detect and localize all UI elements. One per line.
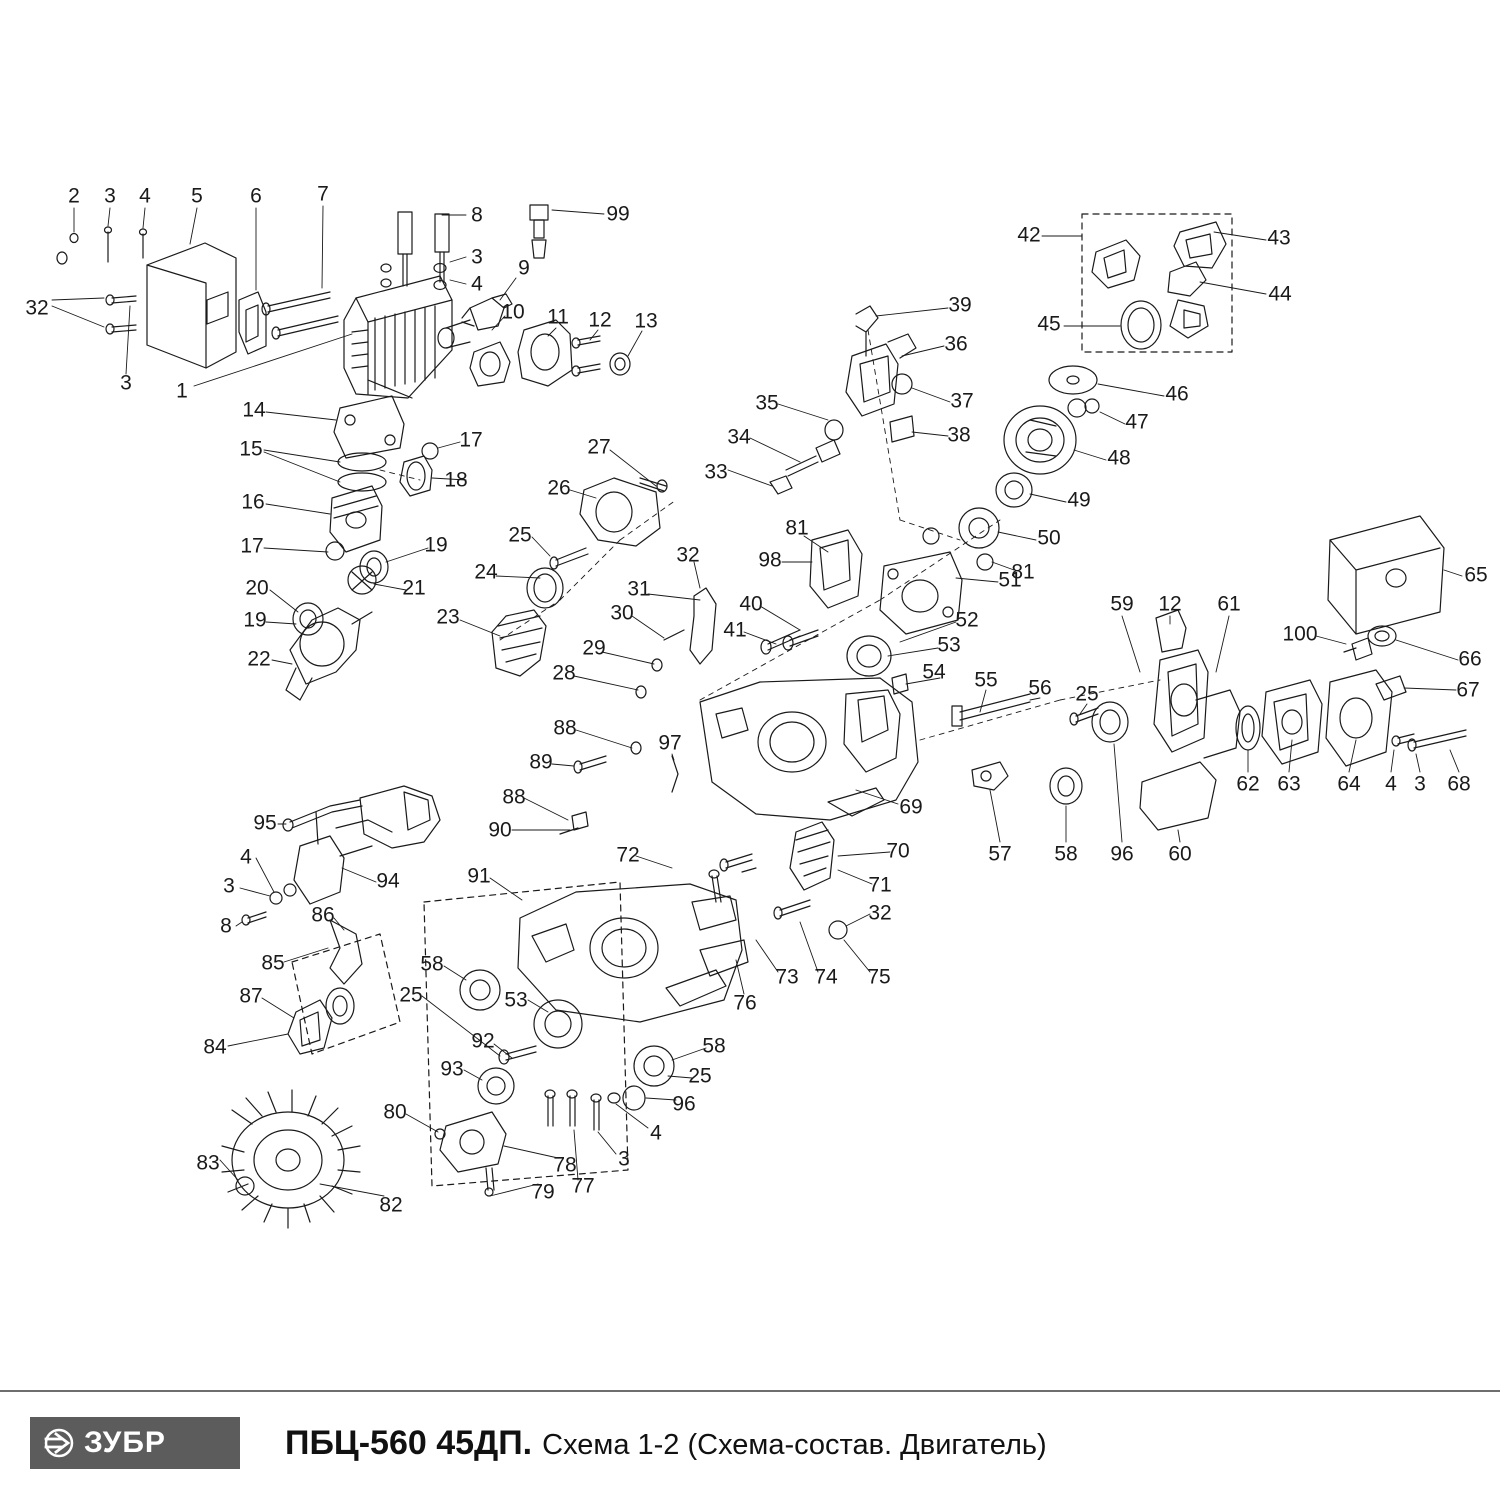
callout-number: 96 — [1110, 842, 1134, 866]
callout-number: 64 — [1337, 772, 1361, 796]
callout-number: 38 — [947, 423, 971, 447]
brand-logo — [30, 1417, 240, 1469]
callout-number: 12 — [1158, 592, 1182, 616]
callout-number: 66 — [1458, 647, 1482, 671]
callout-number: 63 — [1277, 772, 1301, 796]
callout-number: 54 — [922, 660, 946, 684]
callout-number: 28 — [552, 661, 576, 685]
callout-number: 69 — [899, 795, 923, 819]
callout-number: 29 — [582, 636, 606, 660]
callout-number: 81 — [1011, 560, 1035, 584]
callout-number: 68 — [1447, 772, 1471, 796]
callout-number: 31 — [627, 577, 651, 601]
callout-number: 75 — [867, 965, 891, 989]
callout-number: 58 — [1054, 842, 1078, 866]
callout-number: 72 — [616, 843, 640, 867]
callout-number: 81 — [785, 516, 809, 540]
callout-number: 88 — [502, 785, 526, 809]
callout-number: 3 — [471, 245, 483, 269]
callout-number: 3 — [120, 371, 132, 395]
callout-number: 24 — [474, 560, 498, 584]
callout-number: 59 — [1110, 592, 1134, 616]
callout-number: 27 — [587, 435, 611, 459]
callout-number: 78 — [553, 1153, 577, 1177]
callout-number: 7 — [317, 182, 329, 206]
callout-number: 49 — [1067, 488, 1091, 512]
callout-number: 3 — [618, 1147, 630, 1171]
callout-number: 62 — [1236, 772, 1260, 796]
callout-number: 41 — [723, 618, 747, 642]
callout-number: 4 — [240, 845, 252, 869]
callout-number: 94 — [376, 869, 400, 893]
callout-number: 71 — [868, 873, 892, 897]
callout-number: 45 — [1037, 312, 1061, 336]
callout-number: 61 — [1217, 592, 1241, 616]
callout-number: 19 — [243, 608, 267, 632]
callout-number: 44 — [1268, 282, 1292, 306]
callout-number: 51 — [998, 568, 1022, 592]
callout-number: 26 — [547, 476, 571, 500]
callout-number: 76 — [733, 991, 757, 1015]
callout-number: 10 — [501, 300, 525, 324]
callout-number: 92 — [471, 1029, 495, 1053]
callout-number: 74 — [814, 965, 838, 989]
callout-number: 80 — [383, 1100, 407, 1124]
callout-number: 19 — [424, 533, 448, 557]
callout-number: 22 — [247, 647, 271, 671]
callout-number: 99 — [606, 202, 630, 226]
callout-number: 100 — [1282, 622, 1318, 646]
callout-number: 52 — [955, 608, 979, 632]
callout-number: 47 — [1125, 410, 1149, 434]
callout-number: 65 — [1464, 563, 1488, 587]
callout-number: 89 — [529, 750, 553, 774]
callout-number: 57 — [988, 842, 1012, 866]
callout-number: 55 — [974, 668, 998, 692]
callout-number: 32 — [25, 296, 49, 320]
callout-number: 17 — [240, 534, 264, 558]
callout-number: 4 — [1385, 772, 1397, 796]
diagram-caption — [285, 1424, 1047, 1463]
callout-number: 42 — [1017, 223, 1041, 247]
callout-number: 5 — [191, 184, 203, 208]
callout-number: 21 — [402, 576, 426, 600]
callout-number: 39 — [948, 293, 972, 317]
callout-number: 25 — [399, 983, 423, 1007]
callout-number: 77 — [571, 1174, 595, 1198]
callout-number: 46 — [1165, 382, 1189, 406]
callout-number: 11 — [547, 305, 569, 329]
callout-number: 85 — [261, 951, 285, 975]
callout-number: 84 — [203, 1035, 227, 1059]
model-name: ПБЦ-560 45ДП. — [285, 1423, 533, 1462]
callout-number: 87 — [239, 984, 263, 1008]
callout-number: 93 — [440, 1057, 464, 1081]
callout-number: 95 — [253, 811, 277, 835]
callout-number: 25 — [508, 523, 532, 547]
callout-number: 70 — [886, 839, 910, 863]
callout-number: 4 — [650, 1121, 662, 1145]
callout-number: 32 — [676, 543, 700, 567]
callout-number: 79 — [531, 1180, 555, 1204]
diagram-footer — [0, 1390, 1500, 1502]
callout-number: 58 — [420, 952, 444, 976]
callout-number: 48 — [1107, 446, 1131, 470]
callout-number: 96 — [672, 1092, 696, 1116]
callout-number: 53 — [504, 988, 528, 1012]
callout-number: 4 — [139, 184, 151, 208]
callout-number: 23 — [436, 605, 460, 629]
brand-name: ЗУБР — [84, 1426, 166, 1459]
callout-number: 8 — [220, 914, 232, 938]
callout-number: 3 — [104, 184, 116, 208]
callout-number: 6 — [250, 184, 262, 208]
callout-number: 3 — [223, 874, 235, 898]
callout-number: 13 — [634, 309, 658, 333]
callout-number: 60 — [1168, 842, 1192, 866]
callout-number: 20 — [245, 576, 269, 600]
callout-number: 25 — [688, 1064, 712, 1088]
callout-number: 32 — [868, 901, 892, 925]
callout-number: 9 — [518, 256, 530, 280]
callout-number: 88 — [553, 716, 577, 740]
callout-number: 12 — [588, 308, 612, 332]
callout-number: 25 — [1075, 682, 1099, 706]
callout-number: 18 — [444, 468, 468, 492]
callout-number: 73 — [775, 965, 799, 989]
callout-number: 50 — [1037, 526, 1061, 550]
callout-number: 33 — [704, 460, 728, 484]
callout-number: 4 — [471, 272, 483, 296]
callout-number: 3 — [1414, 772, 1426, 796]
callout-number: 16 — [241, 490, 265, 514]
callout-number: 67 — [1456, 678, 1480, 702]
scheme-subtitle: Схема 1-2 (Схема-состав. Двигатель) — [542, 1428, 1047, 1461]
callout-number: 58 — [702, 1034, 726, 1058]
callout-number: 90 — [488, 818, 512, 842]
arrow-in-circle-icon — [42, 1428, 76, 1458]
callout-number: 30 — [610, 601, 634, 625]
callout-number: 56 — [1028, 676, 1052, 700]
callout-number: 91 — [467, 864, 491, 888]
callout-number: 34 — [727, 425, 751, 449]
callout-number: 53 — [937, 633, 961, 657]
callout-number: 14 — [242, 398, 266, 422]
callout-number: 82 — [379, 1193, 403, 1217]
callout-number: 15 — [239, 437, 263, 461]
callout-number: 17 — [459, 428, 483, 452]
callout-number: 8 — [471, 203, 483, 227]
callout-number: 40 — [739, 592, 763, 616]
callout-number: 86 — [311, 903, 335, 927]
callout-number: 36 — [944, 332, 968, 356]
callout-number: 83 — [196, 1151, 220, 1175]
callout-number: 97 — [658, 731, 682, 755]
callout-number: 43 — [1267, 226, 1291, 250]
callout-number: 35 — [755, 391, 779, 415]
callout-number: 98 — [758, 548, 782, 572]
callout-number: 37 — [950, 389, 974, 413]
callout-number: 2 — [68, 184, 80, 208]
callout-number: 1 — [176, 379, 188, 403]
